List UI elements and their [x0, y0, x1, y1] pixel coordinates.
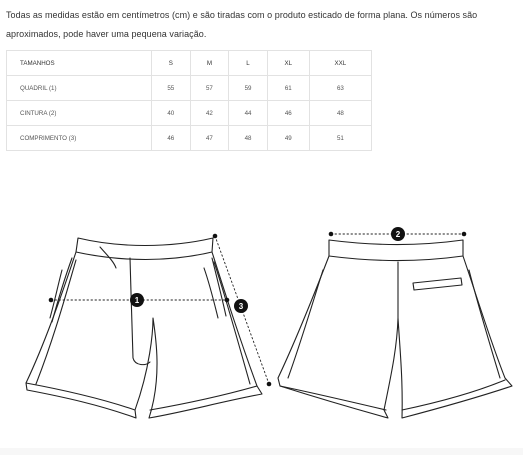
table-cell: 42 — [190, 101, 229, 126]
row-label: CINTURA (2) — [7, 101, 152, 126]
table-cell: 47 — [190, 126, 229, 151]
row-label: QUADRIL (1) — [7, 76, 152, 101]
table-cell: 48 — [229, 126, 268, 151]
marker-waist — [391, 227, 405, 241]
table-cell: 61 — [267, 76, 309, 101]
marker-hip — [130, 293, 144, 307]
table-cell: 48 — [309, 101, 371, 126]
table-cell: 40 — [152, 101, 191, 126]
marker-length — [234, 299, 248, 313]
marker-length-label: 3 — [238, 302, 244, 311]
table-cell: 46 — [152, 126, 191, 151]
hip-endpoint-right — [225, 298, 230, 303]
header-m: M — [190, 51, 229, 76]
header-l: L — [229, 51, 268, 76]
table-cell: 59 — [229, 76, 268, 101]
table-cell: 51 — [309, 126, 371, 151]
table-cell: 55 — [152, 76, 191, 101]
marker-hip-label: 1 — [134, 296, 140, 305]
table-cell: 44 — [229, 101, 268, 126]
header-sizes: TAMANHOS — [7, 51, 152, 76]
measurement-note: Todas as medidas estão em centímetros (cm) e são tiradas com o produto esticado de forma plana. Os números são aproximados, pode haver uma pequena variação. — [6, 10, 478, 39]
table-cell: 57 — [190, 76, 229, 101]
waist-endpoint-left — [329, 232, 334, 237]
shorts-front-drawing — [26, 238, 262, 418]
marker-waist-label: 2 — [395, 230, 401, 239]
waist-endpoint-right — [462, 232, 467, 237]
length-endpoint-bottom — [267, 382, 272, 387]
table-cell: 63 — [309, 76, 371, 101]
header-s: S — [152, 51, 191, 76]
header-xxl: XXL — [309, 51, 371, 76]
table-cell: 46 — [267, 101, 309, 126]
shorts-back-drawing — [278, 240, 512, 418]
hip-endpoint-left — [49, 298, 54, 303]
header-xl: XL — [267, 51, 309, 76]
length-endpoint-top — [213, 234, 218, 239]
bottom-divider — [0, 448, 523, 455]
table-cell: 49 — [267, 126, 309, 151]
measurement-lines — [51, 234, 464, 384]
row-label: COMPRIMENTO (3) — [7, 126, 152, 151]
